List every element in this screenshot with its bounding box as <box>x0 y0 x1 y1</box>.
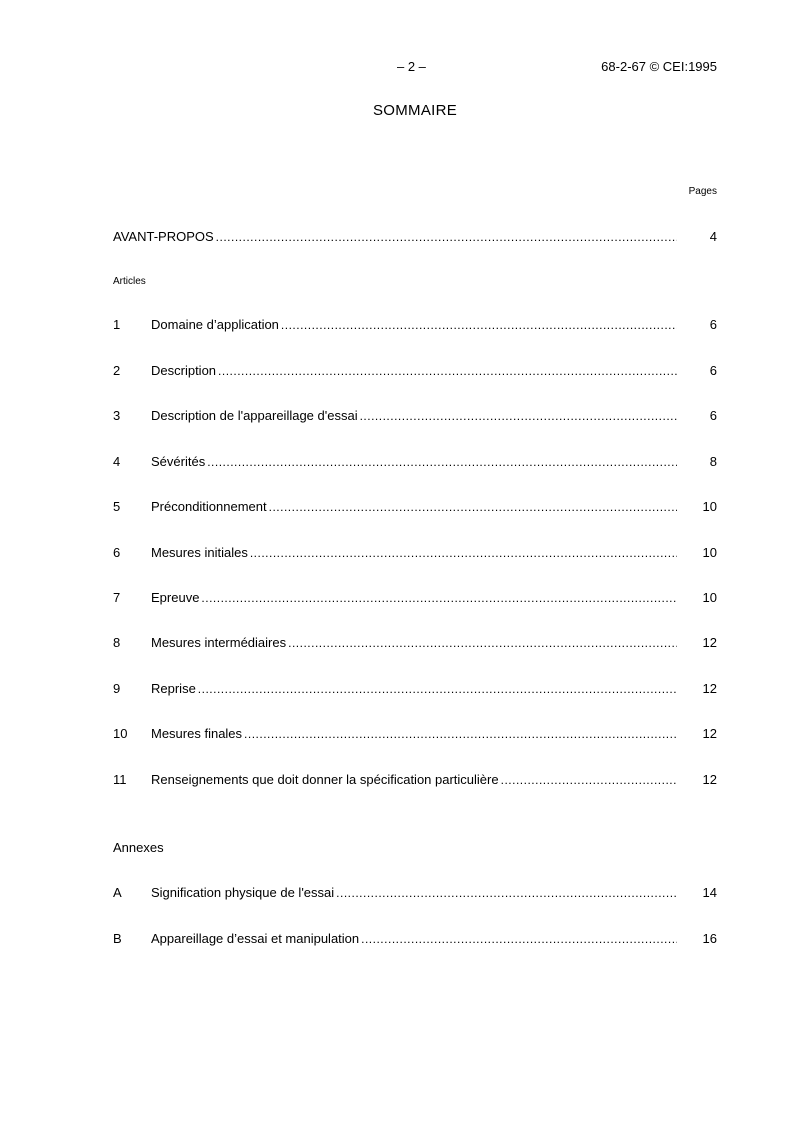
toc-entry-title: Description <box>151 363 217 378</box>
dot-leader <box>360 409 677 423</box>
dot-leader <box>281 318 677 332</box>
toc-entry-page: 12 <box>702 772 717 787</box>
toc-entry-number: 7 <box>113 590 121 605</box>
toc-entry-number: 6 <box>113 545 121 560</box>
toc-entry-page: 12 <box>702 726 717 741</box>
toc-entry-title: Mesures intermédiaires <box>151 635 287 650</box>
toc-entry-number: B <box>113 931 122 946</box>
toc-row-article[interactable] <box>113 317 717 333</box>
dot-leader <box>361 932 677 946</box>
dot-leader <box>201 591 677 605</box>
toc-entry-title: Epreuve <box>151 590 200 605</box>
toc-row-article[interactable] <box>113 545 717 561</box>
toc-entry-title: Mesures initiales <box>151 545 248 560</box>
toc-row-annex[interactable] <box>113 885 717 901</box>
toc-row-article[interactable] <box>113 454 717 470</box>
toc-entry-number: 5 <box>113 499 121 514</box>
toc-entry-title: Sévérités <box>151 454 206 469</box>
toc-entry-number: 3 <box>113 408 121 423</box>
toc-entry-page: 6 <box>709 317 717 332</box>
toc-entry-number: 8 <box>113 635 121 650</box>
toc-row-article[interactable] <box>113 772 717 788</box>
toc-entry-number: 2 <box>113 363 121 378</box>
toc-row-article[interactable] <box>113 590 717 606</box>
dot-leader <box>336 886 677 900</box>
toc-entry-page: 10 <box>702 499 717 514</box>
dot-leader <box>218 364 677 378</box>
dot-leader <box>269 500 677 514</box>
toc-row-annex[interactable] <box>113 931 717 947</box>
toc-row-article[interactable] <box>113 408 717 424</box>
toc-entry-page: 14 <box>702 885 717 900</box>
toc-row-foreword[interactable] <box>113 229 717 245</box>
dot-leader <box>207 455 677 469</box>
toc-row-article[interactable] <box>113 499 717 515</box>
dot-leader <box>250 546 677 560</box>
toc-entry-page: 6 <box>709 408 717 423</box>
toc-entry-page: 10 <box>702 545 717 560</box>
toc-entry-title: Mesures finales <box>151 726 243 741</box>
toc-entry-title: Description de l'appareillage d'essai <box>151 408 358 423</box>
toc-entry-page: 12 <box>702 681 717 696</box>
toc-entry-number: 9 <box>113 681 121 696</box>
dot-leader <box>288 636 677 650</box>
toc-entry-title: Renseignements que doit donner la spécification particulière <box>151 772 499 787</box>
toc-entry-page: 16 <box>702 931 717 946</box>
toc-row-article[interactable] <box>113 681 717 697</box>
toc-entry-title: AVANT-PROPOS <box>113 229 214 244</box>
dot-leader <box>501 773 677 787</box>
toc-entry-title: Préconditionnement <box>151 499 267 514</box>
toc-entry-number: 11 <box>113 772 127 787</box>
articles-section-label: Articles <box>113 276 146 287</box>
header-page-number: – 2 – <box>397 59 426 74</box>
dot-leader <box>244 727 677 741</box>
toc-entry-page: 6 <box>709 363 717 378</box>
toc-entry-title: Reprise <box>151 681 196 696</box>
toc-row-article[interactable] <box>113 363 717 379</box>
toc-entry-page: 10 <box>702 590 717 605</box>
toc-row-article[interactable] <box>113 635 717 651</box>
dot-leader <box>198 682 677 696</box>
toc-entry-title: Signification physique de l'essai <box>151 885 335 900</box>
page-title: SOMMAIRE <box>372 102 458 119</box>
pages-column-label: Pages <box>688 186 717 197</box>
header-document-reference: 68-2-67 © CEI:1995 <box>601 59 717 74</box>
toc-entry-number: 1 <box>113 317 121 332</box>
toc-entry-page: 8 <box>709 454 717 469</box>
toc-entry-number: 4 <box>113 454 121 469</box>
toc-entry-title: Domaine d’application <box>151 317 279 332</box>
dot-leader <box>216 230 677 244</box>
toc-entry-title: Appareillage d’essai et manipulation <box>151 931 360 946</box>
annexes-section-label: Annexes <box>113 840 164 855</box>
toc-entry-number: 10 <box>113 726 128 741</box>
toc-entry-page: 4 <box>709 229 717 244</box>
toc-entry-page: 12 <box>702 635 717 650</box>
toc-entry-number: A <box>113 885 122 900</box>
toc-row-article[interactable] <box>113 726 717 742</box>
